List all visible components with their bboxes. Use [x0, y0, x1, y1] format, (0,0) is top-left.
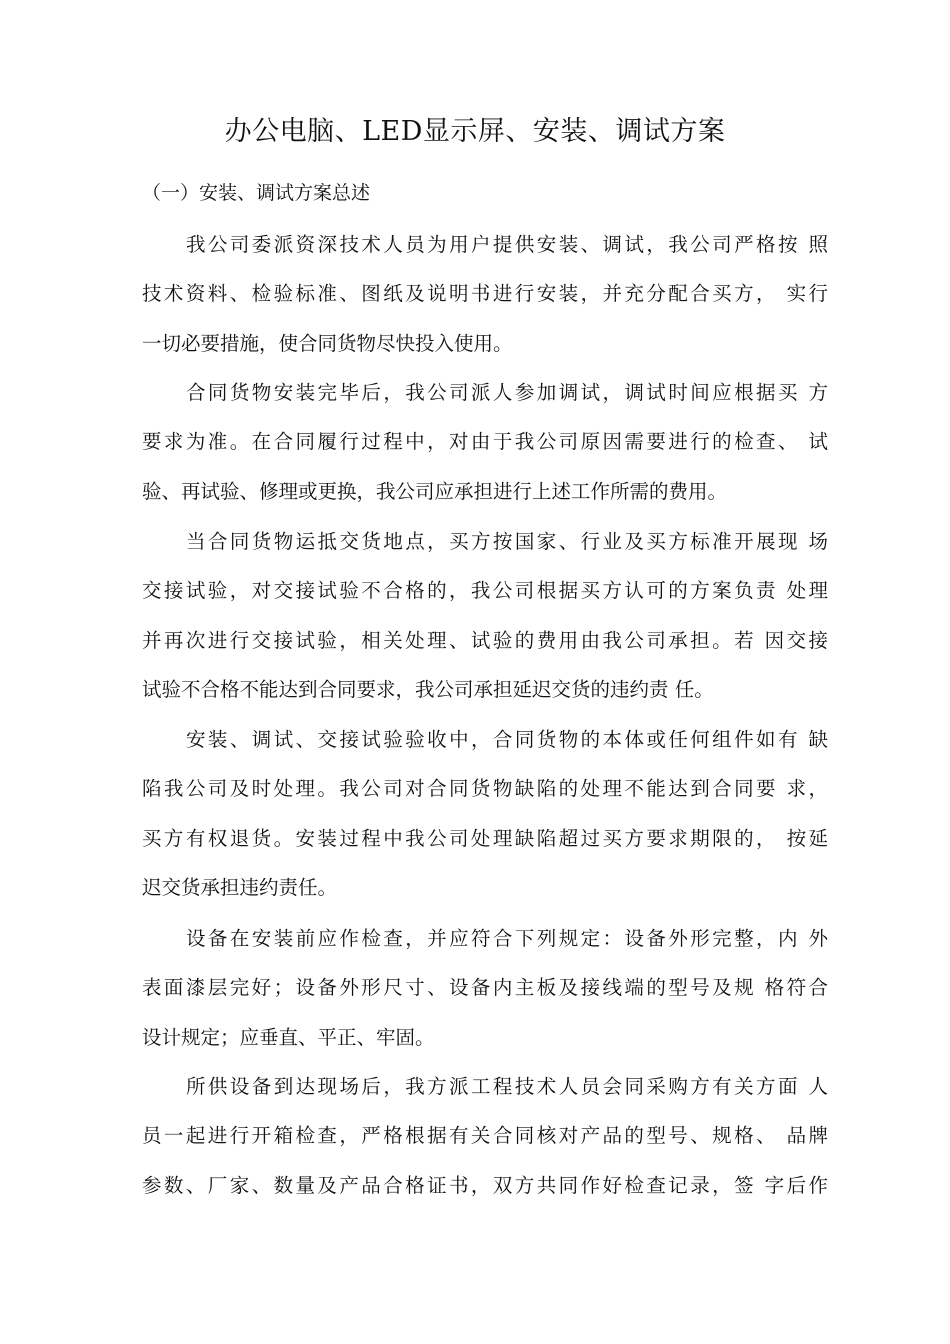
- text-line: 验、再试验、修理或更换，我公司应承担进行上述工作所需的费用。: [142, 479, 728, 503]
- text-line: 交接试验，对交接试验不合格的，我公司根据买方认可的方案负责 处理: [142, 579, 828, 603]
- paragraph-6: [142, 1062, 828, 1210]
- paragraph-5: [142, 914, 828, 1062]
- text-line: 设计规定；应垂直、平正、牢固。: [142, 1025, 435, 1049]
- text-line: 参数、厂家、数量及产品合格证书，双方共同作好检查记录，签 字后作: [142, 1173, 828, 1197]
- text-line: 所供设备到达现场后，我方派工程技术人员会同采购方有关方面 人: [186, 1075, 828, 1098]
- text-line: 我公司委派资深技术人员为用户提供安装、调试，我公司严格按 照: [186, 233, 828, 256]
- document-title: 办公电脑、LED显示屏、安装、调试方案: [224, 116, 726, 147]
- text-line: 员一起进行开箱检查，严格根据有关合同核对产品的型号、规格、 品牌: [142, 1124, 828, 1148]
- text-line: 并再次进行交接试验，相关处理、试验的费用由我公司承担。若 因交接: [142, 628, 828, 652]
- paragraph-1: [142, 220, 828, 368]
- text-line: 要求为准。在合同履行过程中，对由于我公司原因需要进行的检查、 试: [142, 430, 828, 454]
- text-line: 迟交货承担违约责任。: [142, 876, 338, 900]
- text-line: 技术资料、检验标准、图纸及说明书进行安装，并充分配合买方， 实行: [142, 282, 828, 306]
- paragraph-2: [142, 368, 828, 516]
- text-line: 买方有权退货。安装过程中我公司处理缺陷超过买方要求期限的， 按延: [142, 826, 828, 850]
- paragraph-3: [142, 517, 828, 715]
- text-line: 安装、调试、交接试验验收中，合同货物的本体或任何组件如有 缺: [186, 728, 828, 751]
- text-line: 合同货物安装完毕后，我公司派人参加调试，调试时间应根据买 方: [186, 381, 828, 404]
- text-line: 设备在安装前应作检查，并应符合下列规定：设备外形完整，内 外: [186, 927, 828, 950]
- text-line: 一切必要措施，使合同货物尽快投入使用。: [142, 331, 513, 355]
- text-line: 表面漆层完好；设备外形尺寸、设备内主板及接线端的型号及规 格符合: [142, 976, 828, 1000]
- text-line: 当合同货物运抵交货地点，买方按国家、行业及买方标准开展现 场: [186, 530, 828, 553]
- text-line: 试验不合格不能达到合同要求，我公司承担延迟交货的违约责 任。: [142, 678, 714, 702]
- section-heading: （一）安装、调试方案总述: [142, 182, 371, 204]
- paragraph-4: [142, 715, 828, 913]
- text-line: 陷我公司及时处理。我公司对合同货物缺陷的处理不能达到合同要 求，: [142, 777, 828, 801]
